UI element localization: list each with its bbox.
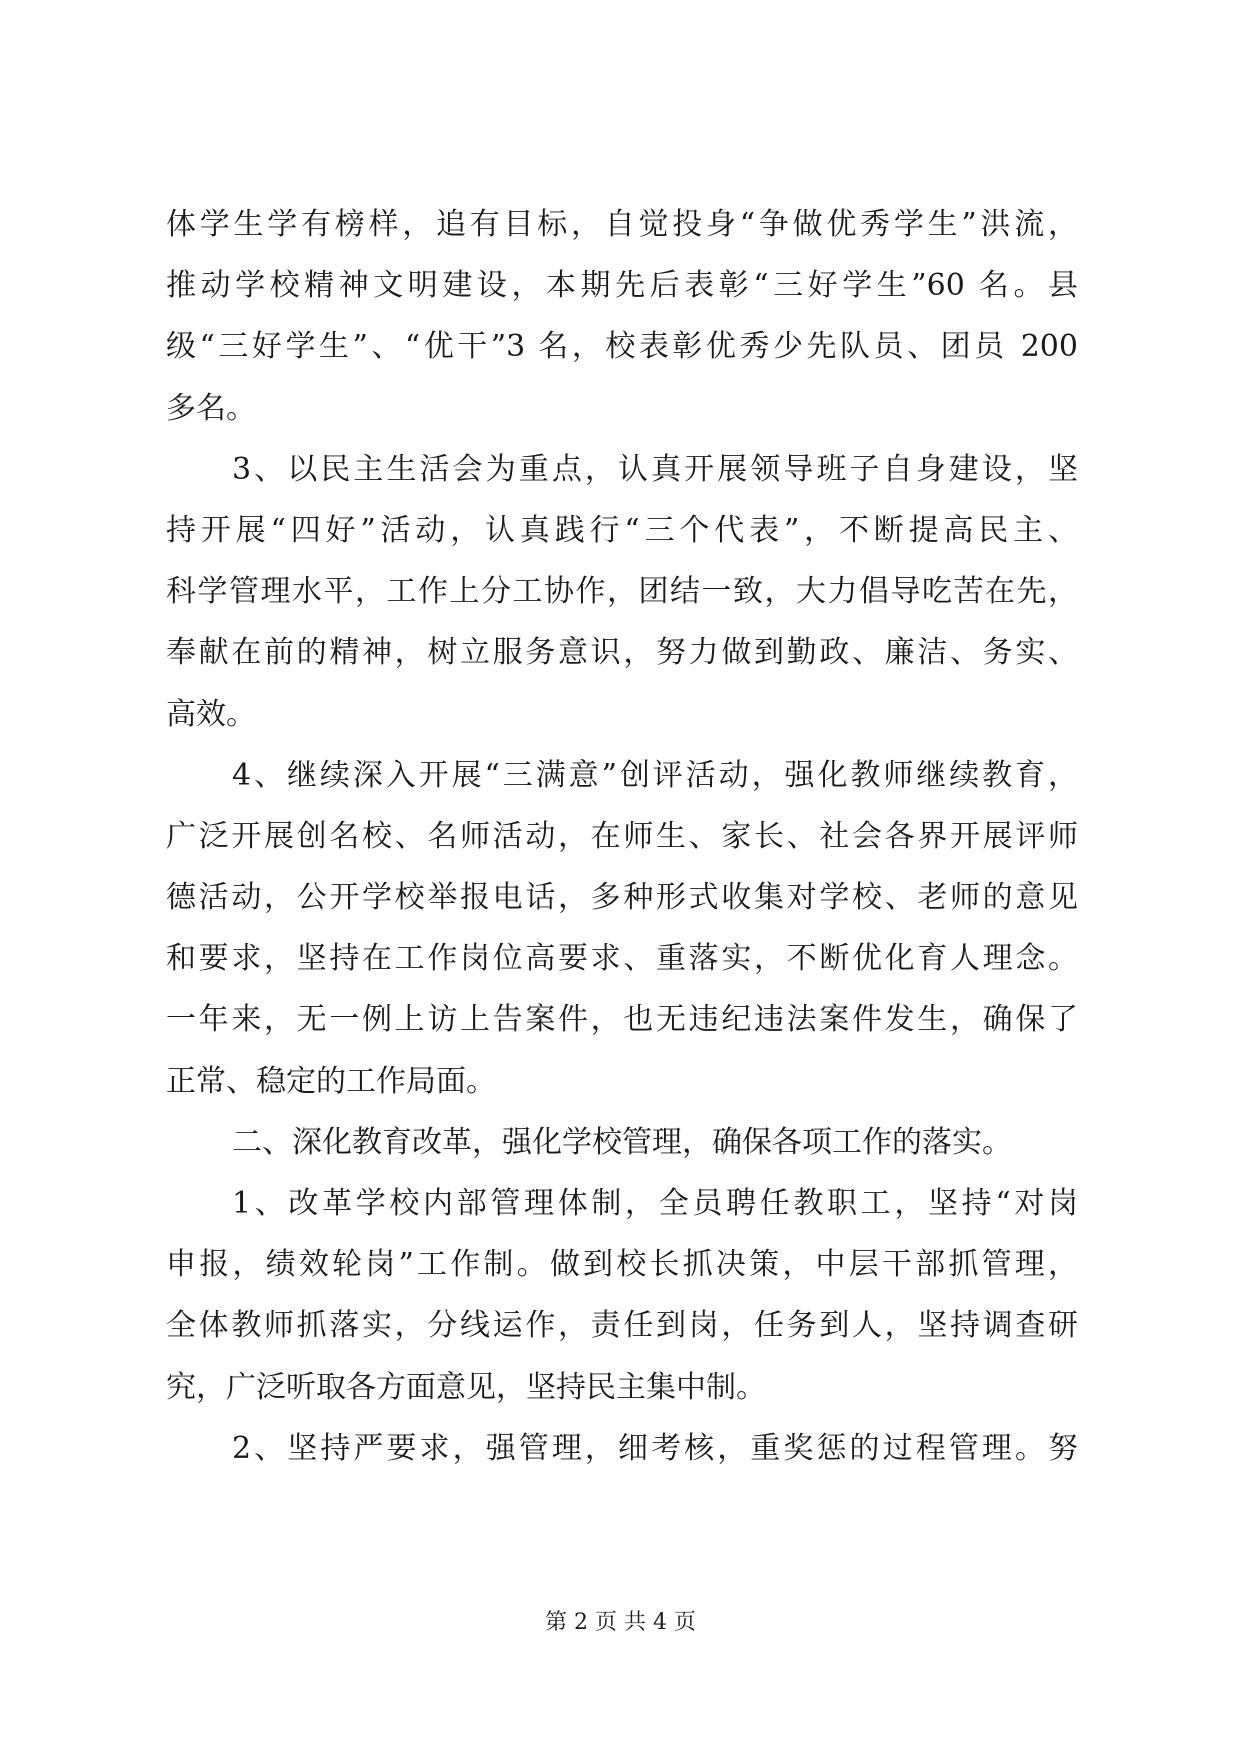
paragraph-1-start: 1、改革学校内部管理体制，全员聘任教职工，坚持“对岗	[232, 1186, 1078, 1221]
text-line: 申报，绩效轮岗”工作制。做到校长抓决策，中层干部抓管理，	[166, 1247, 1078, 1283]
text-line: 奉献在前的精神，树立服务意识，努力做到勤政、廉洁、务实、	[166, 635, 1078, 671]
text-line: 持开展“四好”活动，认真践行“三个代表”，不断提高民主、	[166, 512, 1078, 548]
text-line: 体学生学有榜样，追有目标，自觉投身“争做优秀学生”洪流，	[166, 207, 1078, 242]
text-line: 全体教师抓落实，分线运作，责任到岗，任务到人，坚持调查研	[166, 1308, 1078, 1344]
paragraph-2-start: 2、坚持严要求，强管理，细考核，重奖惩的过程管理。努	[232, 1430, 1078, 1466]
text-line: 正常、稳定的工作局面。	[166, 1063, 496, 1099]
text-line: 推动学校精神文明建设，本期先后表彰“三好学生”60 名。县	[166, 268, 1078, 304]
text-line: 德活动，公开学校举报电话，多种形式收集对学校、老师的意见	[166, 880, 1078, 916]
text-line: 广泛开展创名校、名师活动，在师生、家长、社会各界开展评师	[166, 818, 1078, 854]
text-line: 一年来，无一例上访上告案件，也无违纪违法案件发生，确保了	[166, 1002, 1078, 1038]
paragraph-3-start: 3、以民主生活会为重点，认真开展领导班子自身建设，坚	[232, 451, 1078, 487]
text-line: 究，广泛听取各方面意见，坚持民主集中制。	[166, 1369, 766, 1405]
paragraph-4-start: 4、继续深入开展“三满意”创评活动，强化教师继续教育，	[232, 757, 1078, 793]
section-heading: 二、深化教育改革，强化学校管理，确保各项工作的落实。	[232, 1124, 1012, 1160]
text-line: 高效。	[166, 696, 256, 732]
text-line: 级“三好学生”、“优干”3 名，校表彰优秀少先队员、团员 200	[166, 329, 1078, 365]
text-line: 和要求，坚持在工作岗位高要求、重落实，不断优化育人理念。	[166, 941, 1078, 977]
page-number: 第 2 页 共 4 页	[545, 1610, 696, 1635]
body-text	[166, 194, 1078, 1479]
text-line: 科学管理水平，工作上分工协作，团结一致，大力倡导吃苦在先，	[166, 574, 1078, 610]
text-line: 多名。	[166, 390, 256, 426]
